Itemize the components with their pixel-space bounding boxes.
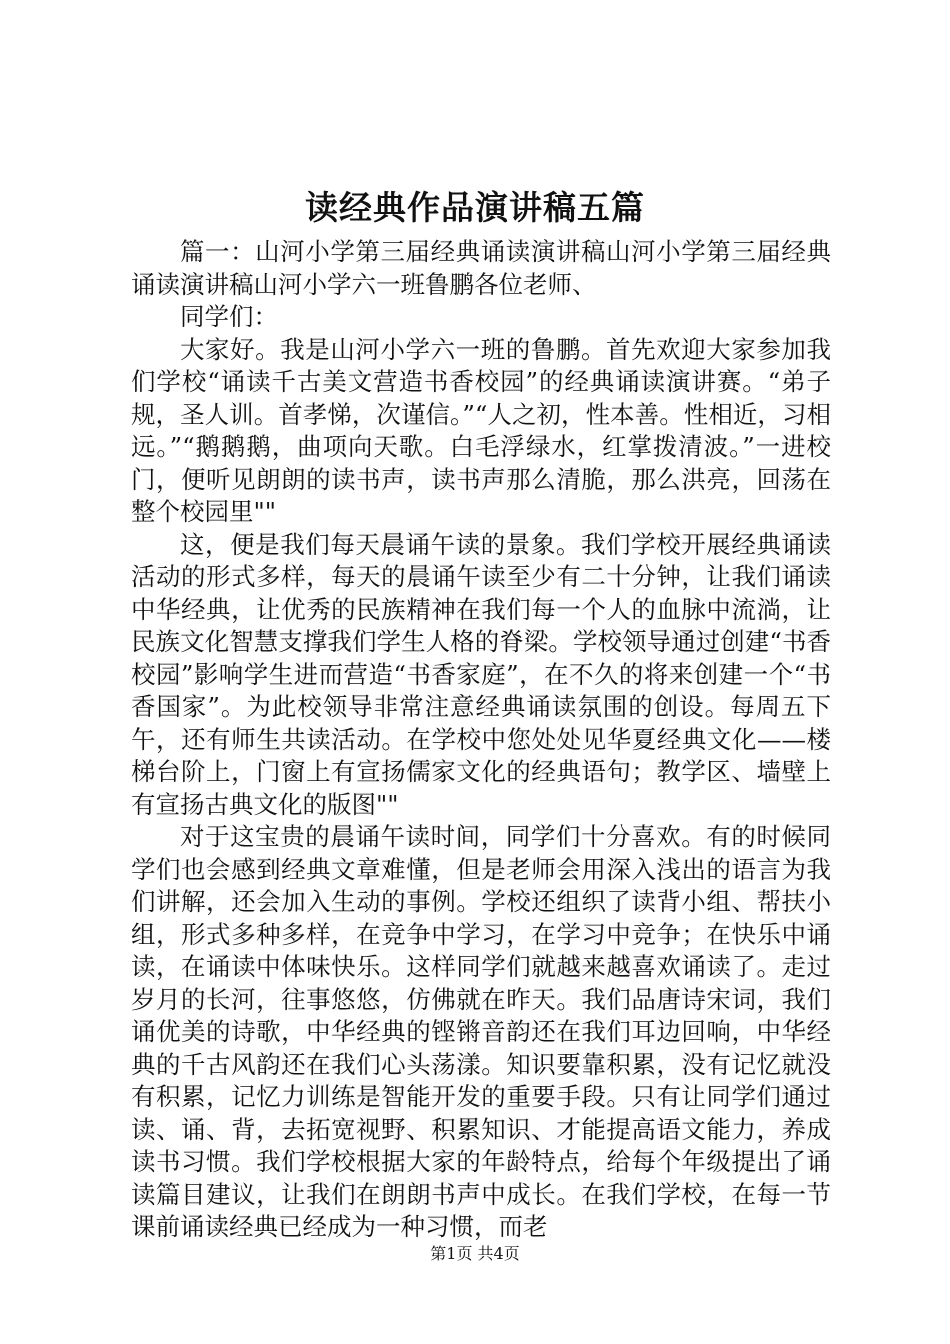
paragraph-3: 大家好。我是山河小学六一班的鲁鹏。首先欢迎大家参加我们学校“诵读千古美文营造书香校园”的经典诵读演讲赛。“弟子规，圣人训。首孝悌，次谨信。”“人之初，性本善。性相近，习相远。”“鹅鹅鹅，曲项向天歌。白毛浮绿水，红掌拨清波。”一进校门，便听见朗朗的读书声，读书声那么清脆，那么洪亮，回荡在整个校园里"" <box>131 334 831 526</box>
document-body <box>131 236 831 1244</box>
paragraph-5: 对于这宝贵的晨诵午读时间，同学们十分喜欢。有的时候同学们也会感到经典文章难懂，但是老师会用深入浅出的语言为我们讲解，还会加入生动的事例。学校还组织了读背小组、帮扶小组，形式多种多样，在竞争中学习，在学习中竞争；在快乐中诵读，在诵读中体味快乐。这样同学们就越来越喜欢诵读了。走过岁月的长河，往事悠悠，仿佛就在昨天。我们品唐诗宋词，我们诵优美的诗歌，中华经典的铿锵音韵还在我们耳边回响，中华经典的千古风韵还在我们心头荡漾。知识要靠积累，没有记忆就没有积累，记忆力训练是智能开发的重要手段。只有让同学们通过读、诵、背，去拓宽视野、积累知识、才能提高语文能力，养成读书习惯。我们学校根据大家的年龄特点，给每个年级提出了诵读篇目建议，让我们在朗朗书声中成长。在我们学校，在每一节课前诵读经典已经成为一种习惯，而老 <box>131 822 831 1241</box>
paragraph-1: 篇一：山河小学第三届经典诵读演讲稿山河小学第三届经典诵读演讲稿山河小学六一班鲁鹏各位老师、 <box>131 237 831 299</box>
paragraph-2: 同学们： <box>180 302 278 331</box>
document-title: 读经典作品演讲稿五篇 <box>305 188 645 227</box>
paragraph-4: 这，便是我们每天晨诵午读的景象。我们学校开展经典诵读活动的形式多样，每天的晨诵午读至少有二十分钟，让我们诵读中华经典，让优秀的民族精神在我们每一个人的血脉中流淌，让民族文化智慧支撑我们学生人格的脊梁。学校领导通过创建“书香校园”影响学生进而营造“书香家庭”，在不久的将来创建一个“书香国家”。为此校领导非常注意经典诵读氛围的创设。每周五下午，还有师生共读活动。在学校中您处处见华夏经典文化——楼梯台阶上，门窗上有宣扬儒家文化的经典语句；教学区、墙壁上有宣扬古典文化的版图"" <box>131 529 831 819</box>
page-number-footer: 第1页 共4页 <box>430 1244 520 1263</box>
